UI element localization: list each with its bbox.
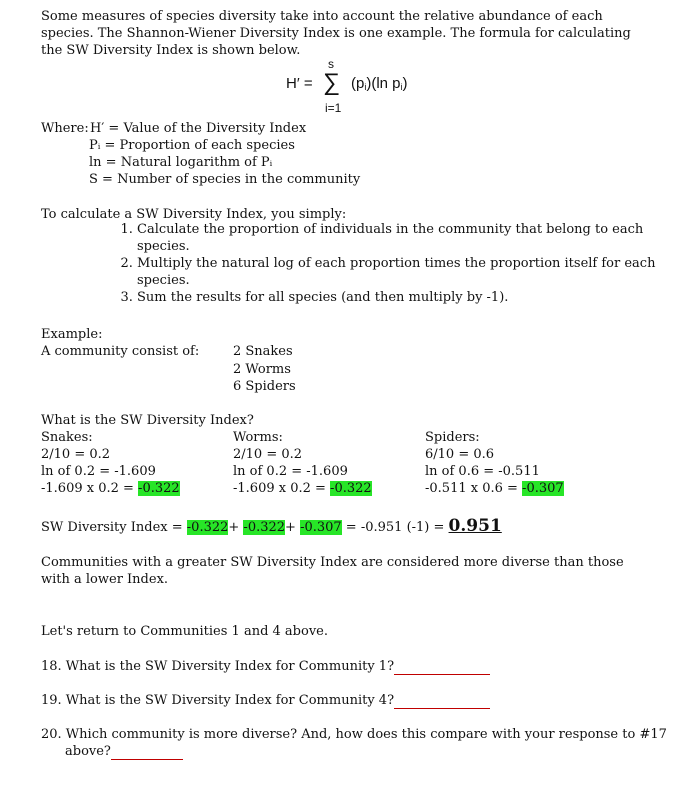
question-label: What is the SW Diversity Index? (41, 413, 254, 428)
highlighted-result: -0.307 (522, 481, 564, 496)
where-label: Where: (41, 121, 89, 136)
species-column-worms (233, 429, 372, 497)
step-item: 1. Calculate the proportion of individuals in the community that belong to each species. (137, 221, 672, 255)
example-label: Example: (41, 327, 103, 342)
formula-lhs: H′ = (286, 75, 313, 92)
species-column-spiders (425, 429, 564, 497)
answer-blank[interactable] (111, 746, 183, 760)
step-item: 2. Multiply the natural log of each proportion times the proportion itself for each species. (137, 255, 672, 289)
species-ln: ln of 0.2 = -1.609 (233, 464, 348, 479)
highlighted-result: -0.322 (330, 481, 372, 496)
step-item: 3. Sum the results for all species (and then multiply by -1). (137, 289, 672, 306)
sum-line: SW Diversity Index = -0.322+ -0.322+ -0.307 = -0.951 (-1) = 0.951 (41, 516, 502, 536)
sum-term: -0.322 (186, 520, 229, 535)
steps-list (99, 221, 672, 306)
member-item: 2 Snakes (233, 344, 293, 359)
definition-h: H′ = Value of the Diversity Index (90, 121, 307, 136)
community-label: A community consist of: (41, 344, 200, 359)
species-ln: ln of 0.6 = -0.511 (425, 464, 540, 479)
species-proportion: 2/10 = 0.2 (233, 447, 303, 462)
species-column-snakes (41, 429, 180, 497)
definition-ln: ln = Natural logarithm of Pᵢ (89, 155, 273, 170)
definition-p: Pᵢ = Proportion of each species (89, 138, 295, 153)
species-name: Snakes: (41, 430, 93, 445)
formula-rhs: $(p_i)(\ln$ $p_i$) (351, 75, 408, 92)
species-product: -1.609 x 0.2 = -0.322 (41, 481, 180, 496)
species-product: -0.511 x 0.6 = -0.307 (425, 481, 564, 496)
sigma-lower-limit: i=1 (325, 101, 342, 115)
return-text: Let's return to Communities 1 and 4 above. (41, 624, 328, 639)
conclusion-paragraph: Communities with a greater SW Diversity Index are considered more diverse than those with a lower Index. (41, 555, 624, 587)
sum-term: -0.322 (243, 520, 286, 535)
species-name: Spiders: (425, 430, 480, 445)
sigma-upper-limit: s (328, 57, 334, 71)
species-name: Worms: (233, 430, 283, 445)
species-ln: ln of 0.2 = -1.609 (41, 464, 156, 479)
species-product: -1.609 x 0.2 = -0.322 (233, 481, 372, 496)
intro-paragraph: Some measures of species diversity take into account the relative abundance of each species. The Shannon-Wiener Diversity Index is one example. The formula for calculating the SW Diversity Index is shown below. (41, 9, 631, 58)
question-18: 18. What is the SW Diversity Index for Community 1? (41, 658, 490, 675)
instructions-lead: To calculate a SW Diversity Index, you simply: (41, 207, 347, 222)
sigma-symbol: ∑ (323, 69, 341, 96)
species-proportion: 2/10 = 0.2 (41, 447, 111, 462)
highlighted-result: -0.322 (138, 481, 180, 496)
member-item: 2 Worms (233, 362, 291, 377)
species-proportion: 6/10 = 0.6 (425, 447, 495, 462)
definition-s: S = Number of species in the community (89, 172, 361, 187)
answer-blank[interactable] (394, 661, 490, 675)
question-20: 20. Which community is more diverse? And, how does this compare with your response to #17 above? (41, 727, 667, 759)
sum-term: -0.307 (300, 520, 342, 535)
answer-blank[interactable] (394, 695, 490, 709)
member-item: 6 Spiders (233, 379, 296, 394)
final-answer: 0.951 (448, 516, 502, 536)
question-19: 19. What is the SW Diversity Index for Community 4? (41, 692, 490, 709)
